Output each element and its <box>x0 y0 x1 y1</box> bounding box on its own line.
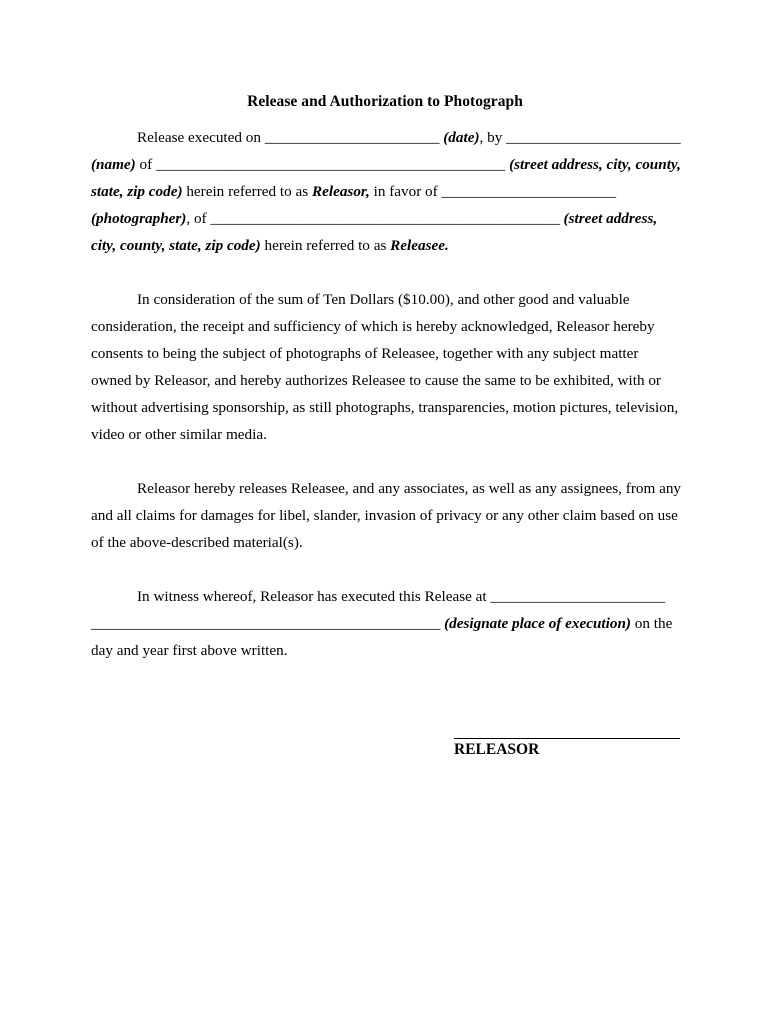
p4-text: ______________________________________________ <box>91 615 445 632</box>
signature-line[interactable] <box>454 738 680 739</box>
state-placeholder: state, zip code) <box>91 183 183 200</box>
photographer-placeholder: (photographer) <box>91 210 187 227</box>
p1-text: herein referred to as <box>260 237 391 254</box>
p1-text: , by _______________________ <box>479 129 681 146</box>
p1-line-3 <box>91 182 616 202</box>
p4-line-1: In witness whereof, Releasor has executed this Release at _______________________ <box>137 588 666 605</box>
document-title: Release and Authorization to Photograph <box>247 93 523 110</box>
p3-line: of the above-described material(s). <box>91 534 303 551</box>
p3-line: Releasor hereby releases Releasee, and any associates, as well as any assignees, from any <box>137 480 682 497</box>
signature-label: RELEASOR <box>454 741 540 758</box>
releasee-term: Releasee. <box>390 237 449 254</box>
p1-text: herein referred to as <box>182 183 312 200</box>
p1-line-5 <box>91 236 449 256</box>
p1-text: , of ______________________________________________ <box>186 210 564 227</box>
p2-line: consents to being the subject of photographs of Releasee, together with any subject matter <box>91 345 639 362</box>
p4-line-3: day and year first above written. <box>91 642 288 659</box>
date-placeholder: (date) <box>443 129 480 146</box>
p1-line-2 <box>91 155 681 175</box>
street-placeholder: (street address, city, county, <box>509 156 681 173</box>
place-placeholder: (designate place of execution) <box>444 615 631 632</box>
name-placeholder: (name) <box>91 156 136 173</box>
p2-line: owned by Releasor, and hereby authorizes Releasee to cause the same to be exhibited, with or <box>91 372 661 389</box>
p2-line: video or other similar media. <box>91 426 267 443</box>
city-placeholder: city, county, state, zip code) <box>91 237 261 254</box>
releasor-term: Releasor, <box>311 183 370 200</box>
p1-line-4 <box>91 209 657 229</box>
p2-line: In consideration of the sum of Ten Dollars ($10.00), and other good and valuable <box>137 291 630 308</box>
p4-text: on the <box>630 615 673 632</box>
p2-line: consideration, the receipt and sufficiency of which is hereby acknowledged, Releasor hereby <box>91 318 655 335</box>
p2-line: without advertising sponsorship, as still photographs, transparencies, motion pictures, television, <box>91 399 679 416</box>
p1-text: Release executed on _______________________ <box>137 129 444 146</box>
p1-text: of ______________________________________________ <box>135 156 510 173</box>
p1-line-1 <box>137 128 681 148</box>
p4-line-2 <box>91 614 672 634</box>
p3-line: and all claims for damages for libel, slander, invasion of privacy or any other claim based on use <box>91 507 678 524</box>
street-placeholder: (street address, <box>563 210 658 227</box>
p1-text: in favor of _______________________ <box>369 183 617 200</box>
